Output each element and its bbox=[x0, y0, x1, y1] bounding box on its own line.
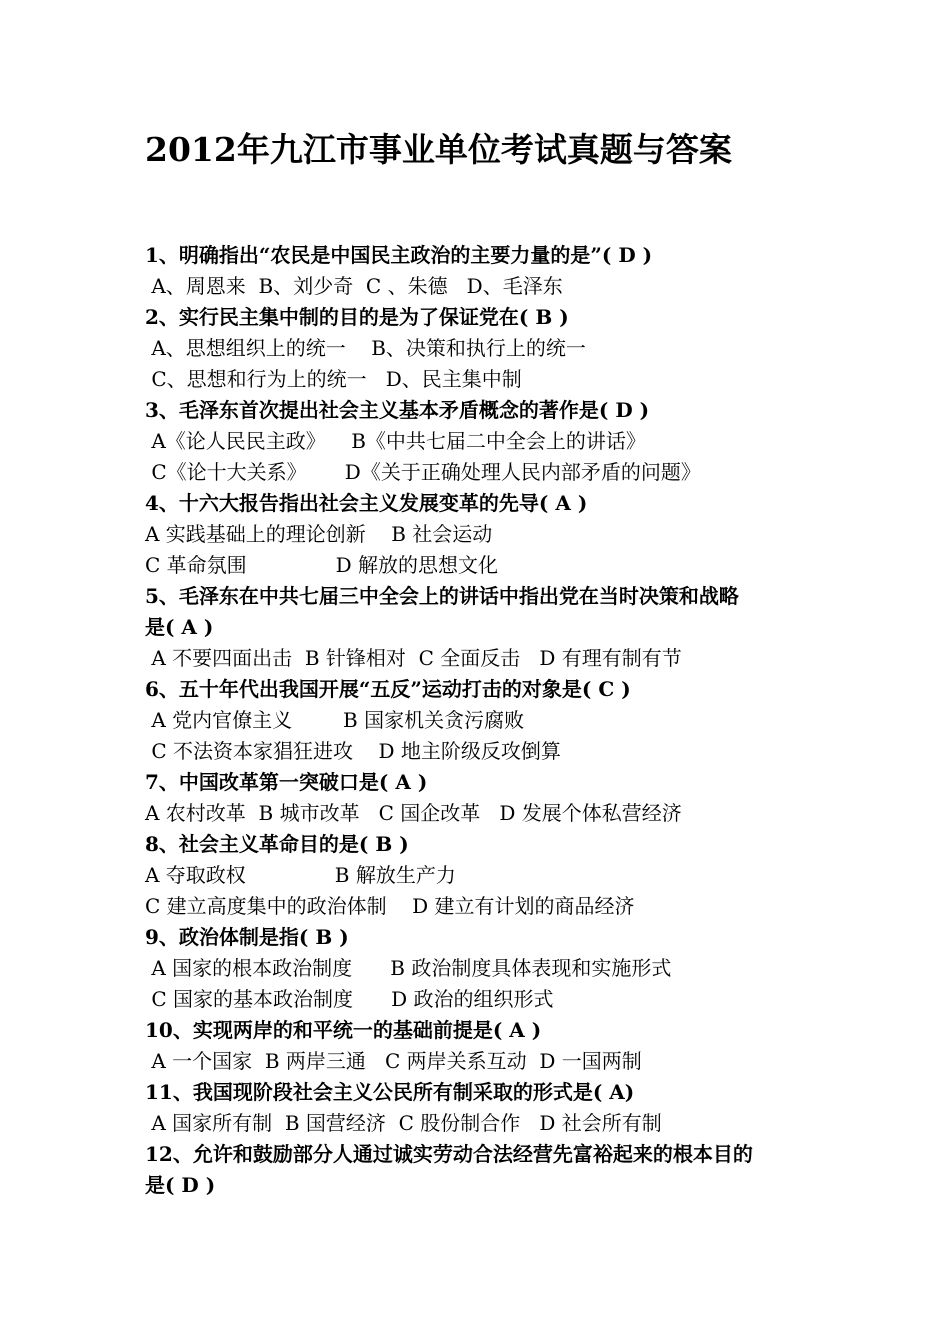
question-line: 11、我国现阶段社会主义公民所有制采取的形式是( A) bbox=[145, 1080, 635, 1104]
question-line: 是( D ) bbox=[145, 1173, 216, 1197]
question-line: 2、实行民主集中制的目的是为了保证党在( B ) bbox=[145, 305, 569, 329]
option-line: A《论人民民主政》 B《中共七届二中全会上的讲话》 bbox=[145, 429, 646, 453]
question-line: 9、政治体制是指( B ) bbox=[145, 925, 349, 949]
question-list bbox=[145, 240, 825, 1201]
question-line: 8、社会主义革命目的是( B ) bbox=[145, 832, 409, 856]
option-line: A 国家所有制 B 国营经济 C 股份制合作 D 社会所有制 bbox=[145, 1111, 662, 1135]
question-line: 7、中国改革第一突破口是( A ) bbox=[145, 770, 428, 794]
question-line: 1、明确指出“农民是中国民主政治的主要力量的是”( D ) bbox=[145, 243, 653, 267]
option-line: A 党内官僚主义 B 国家机关贪污腐败 bbox=[145, 708, 525, 732]
question-line: 3、毛泽东首次提出社会主义基本矛盾概念的著作是( D ) bbox=[145, 398, 650, 422]
page-title: 2012年九江市事业单位考试真题与答案 bbox=[145, 130, 732, 169]
question-line: 10、实现两岸的和平统一的基础前提是( A ) bbox=[145, 1018, 542, 1042]
option-line: C 不法资本家猖狂进攻 D 地主阶级反攻倒算 bbox=[145, 739, 561, 763]
question-line: 5、毛泽东在中共七届三中全会上的讲话中指出党在当时决策和战略 bbox=[145, 584, 739, 608]
option-line: A 实践基础上的理论创新 B 社会运动 bbox=[145, 522, 493, 546]
option-line: A 一个国家 B 两岸三通 C 两岸关系互动 D 一国两制 bbox=[145, 1049, 642, 1073]
option-line: A、周恩来 B、刘少奇 C 、朱德 D、毛泽东 bbox=[145, 274, 563, 298]
option-line: A 国家的根本政治制度 B 政治制度具体表现和实施形式 bbox=[145, 956, 672, 980]
option-line: A、思想组织上的统一 B、决策和执行上的统一 bbox=[145, 336, 586, 360]
option-line: A 农村改革 B 城市改革 C 国企改革 D 发展个体私营经济 bbox=[145, 801, 682, 825]
option-line: C《论十大关系》 D《关于正确处理人民内部矛盾的问题》 bbox=[145, 460, 701, 484]
option-line: C 建立高度集中的政治体制 D 建立有计划的商品经济 bbox=[145, 894, 635, 918]
question-line: 4、十六大报告指出社会主义发展变革的先导( A ) bbox=[145, 491, 588, 515]
option-line: C 革命氛围 D 解放的思想文化 bbox=[145, 553, 499, 577]
question-line: 是( A ) bbox=[145, 615, 214, 639]
question-line: 12、允许和鼓励部分人通过诚实劳动合法经营先富裕起来的根本目的 bbox=[145, 1142, 753, 1166]
option-line: A 夺取政权 B 解放生产力 bbox=[145, 863, 456, 887]
option-line: C 国家的基本政治制度 D 政治的组织形式 bbox=[145, 987, 554, 1011]
question-line: 6、五十年代出我国开展“五反”运动打击的对象是( C ) bbox=[145, 677, 631, 701]
option-line: C、思想和行为上的统一 D、民主集中制 bbox=[145, 367, 522, 391]
option-line: A 不要四面出击 B 针锋相对 C 全面反击 D 有理有制有节 bbox=[145, 646, 682, 670]
